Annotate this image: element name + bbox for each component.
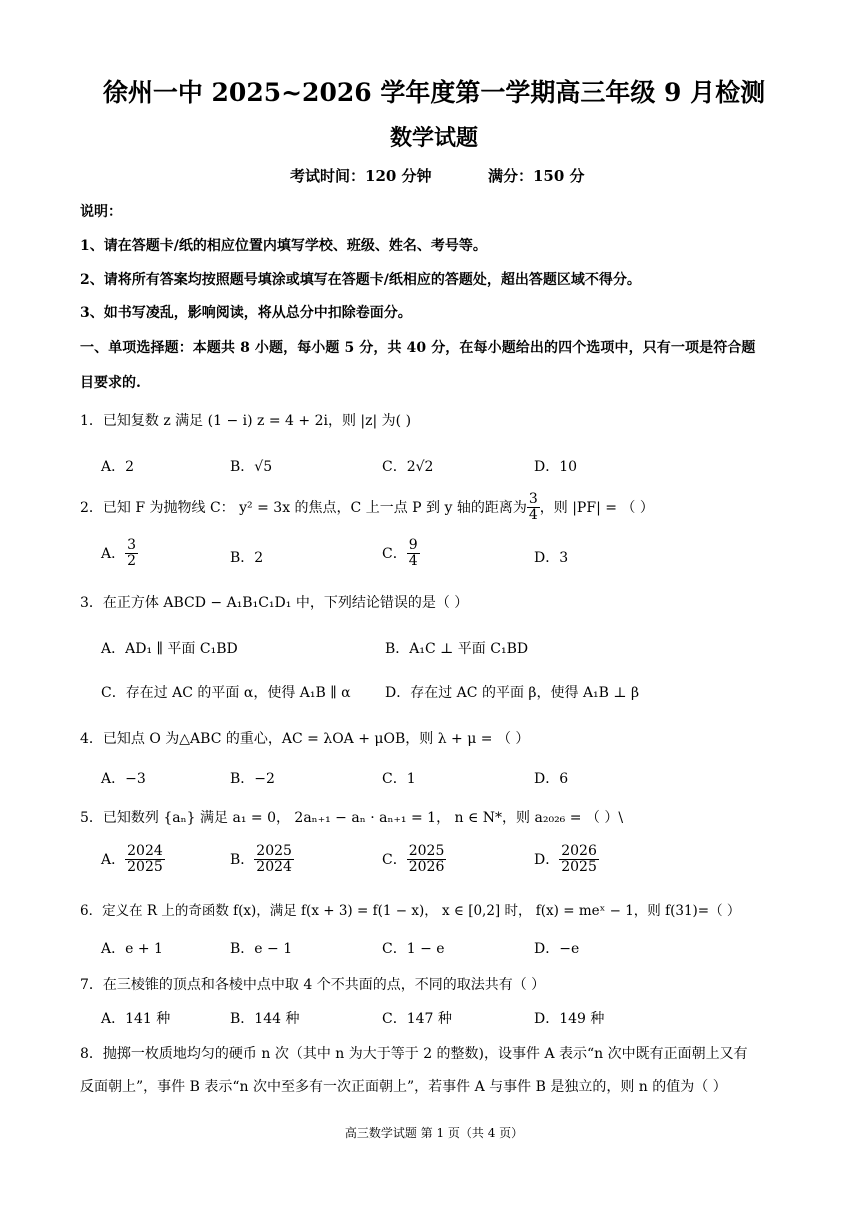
q3-option-b: B．A₁C ⊥ 平面 C₁BD: [385, 641, 529, 657]
q2-option-d: D．3: [534, 550, 569, 566]
option-label: A．: [101, 852, 126, 869]
q1-option-a: A．2: [101, 459, 135, 475]
q4-option-b: B．−2: [230, 771, 275, 787]
q2-stem-part-b: ，则 |PF| = （ ）: [539, 500, 654, 517]
q7-option-a: A．141 种: [101, 1011, 171, 1027]
fraction-denominator: 2024: [256, 858, 292, 875]
fraction-denominator: 2026: [408, 858, 445, 875]
q7-option-c: C．147 种: [382, 1011, 452, 1027]
option-fraction: [254, 844, 294, 874]
q7-option-b: B．144 种: [230, 1011, 300, 1027]
option-label: B．: [230, 852, 255, 869]
q2-option-c: [382, 538, 420, 568]
option-fraction: [125, 844, 165, 874]
instruction-item: 3、如书写凌乱，影响阅读，将从总分中扣除卷面分。: [80, 305, 412, 321]
q1-option-b: B．√5: [230, 459, 273, 475]
q2-option-b: B．2: [230, 550, 264, 566]
question-8-stem: 8．抛掷一枚质地均匀的硬币 n 次（其中 n 为大于等于 2 的整数)，设事件 A 表示“n 次中既有正面朝上又有: [80, 1046, 748, 1062]
fraction-denominator: 2: [127, 552, 137, 569]
q6-option-c: C．1 − e: [382, 941, 445, 957]
q1-option-c: C．2√2: [382, 459, 434, 475]
q4-option-a: A．−3: [101, 771, 146, 787]
instruction-item: 1、请在答题卡/纸的相应位置内填写学校、班级、姓名、考号等。: [80, 238, 487, 254]
q3-option-d: D．存在过 AC 的平面 β，使得 A₁B ⊥ β: [385, 685, 640, 701]
fraction-numerator: 9: [408, 537, 418, 553]
question-7-stem: 7．在三棱锥的顶点和各棱中点中取 4 个不共面的点，不同的取法共有（ ）: [80, 977, 546, 993]
option-label: D．: [534, 852, 560, 869]
option-fraction: [559, 844, 599, 874]
fraction-denominator: 2025: [561, 858, 597, 875]
q4-option-d: D．6: [534, 771, 569, 787]
option-fraction: [407, 538, 420, 568]
full-score: 满分：150 分: [488, 167, 585, 185]
question-4-stem: 4．已知点 O 为△ABC 的重心，AC = λOA + μOB，则 λ + μ = （ ）: [80, 731, 530, 747]
q7-option-d: D．149 种: [534, 1011, 605, 1027]
question-8-stem-cont: 反面朝上”，事件 B 表示“n 次中至多有一次正面朝上”，若事件 A 与事件 B 是独立的，则 n 的值为（ ）: [80, 1079, 727, 1095]
q6-option-d: D．−e: [534, 941, 580, 957]
question-5-stem: 5．已知数列 {aₙ} 满足 a₁ = 0， 2aₙ₊₁ − aₙ · aₙ₊₁ = 1， n ∈ N*，则 a₂₀₂₆ = （ ）\: [80, 810, 624, 826]
q1-option-d: D．10: [534, 459, 578, 475]
fraction-numerator: 2025: [408, 843, 445, 859]
question-3-stem: 3．在正方体 ABCD − A₁B₁C₁D₁ 中，下列结论错误的是（ ）: [80, 595, 469, 611]
q2-option-a: [101, 538, 138, 568]
fraction-numerator: 2024: [127, 843, 163, 859]
instruction-item: 2、请将所有答案均按照题号填涂或填写在答题卡/纸相应的答题处，超出答题区域不得分。: [80, 272, 641, 288]
fraction-numerator: 2026: [561, 843, 597, 859]
fraction-denominator: 4: [528, 506, 538, 523]
question-2-stem: [80, 492, 654, 522]
fraction-denominator: 4: [408, 552, 418, 569]
q2-stem-part-a: 2．已知 F 为抛物线 C： y² = 3x 的焦点，C 上一点 P 到 y 轴的距离为: [80, 500, 527, 517]
question-6-stem: 6．定义在 R 上的奇函数 f(x)，满足 f(x + 3) = f(1 − x)， x ∈ [0,2] 时， f(x) = meˣ − 1，则 f(31)=（ ）: [80, 903, 741, 919]
fraction-numerator: 3: [127, 537, 137, 553]
fraction-numerator: 3: [528, 491, 538, 507]
section-heading: 一、单项选择题：本题共 8 小题，每小题 5 分，共 40 分，在每小题给出的四个选项中，只有一项是符合题: [80, 340, 756, 356]
exam-subtitle: 数学试题: [389, 125, 478, 151]
q5-option-b: [230, 844, 294, 874]
q2-stem-fraction: [527, 492, 540, 522]
page-footer: 高三数学试题 第 1 页（共 4 页）: [344, 1126, 524, 1140]
option-fraction: [125, 538, 138, 568]
question-1-stem: 1．已知复数 z 满足 (1 − i) z = 4 + 2i，则 |z| 为( ): [80, 413, 412, 429]
exam-title: 徐州一中 2025~2026 学年度第一学期高三年级 9 月检测: [102, 78, 766, 107]
exam-time: 考试时间：120 分钟: [290, 167, 432, 185]
q4-option-c: C．1: [382, 771, 416, 787]
fraction-numerator: 2025: [256, 843, 292, 859]
q5-option-a: [101, 844, 165, 874]
q5-option-c: [382, 844, 446, 874]
q6-option-a: A．e + 1: [101, 941, 163, 957]
section-heading-cont: 目要求的.: [80, 375, 141, 391]
q5-option-d: [534, 844, 599, 874]
fraction-denominator: 2025: [127, 858, 163, 875]
option-label: A．: [101, 546, 126, 563]
instructions-heading: 说明：: [80, 204, 122, 220]
q6-option-b: B．e − 1: [230, 941, 293, 957]
option-label: C．: [382, 852, 407, 869]
option-label: C．: [382, 546, 407, 563]
q3-option-a: A．AD₁ ∥ 平面 C₁BD: [101, 641, 238, 657]
option-fraction: [407, 844, 447, 874]
q3-option-c: C．存在过 AC 的平面 α，使得 A₁B ∥ α: [101, 685, 351, 701]
